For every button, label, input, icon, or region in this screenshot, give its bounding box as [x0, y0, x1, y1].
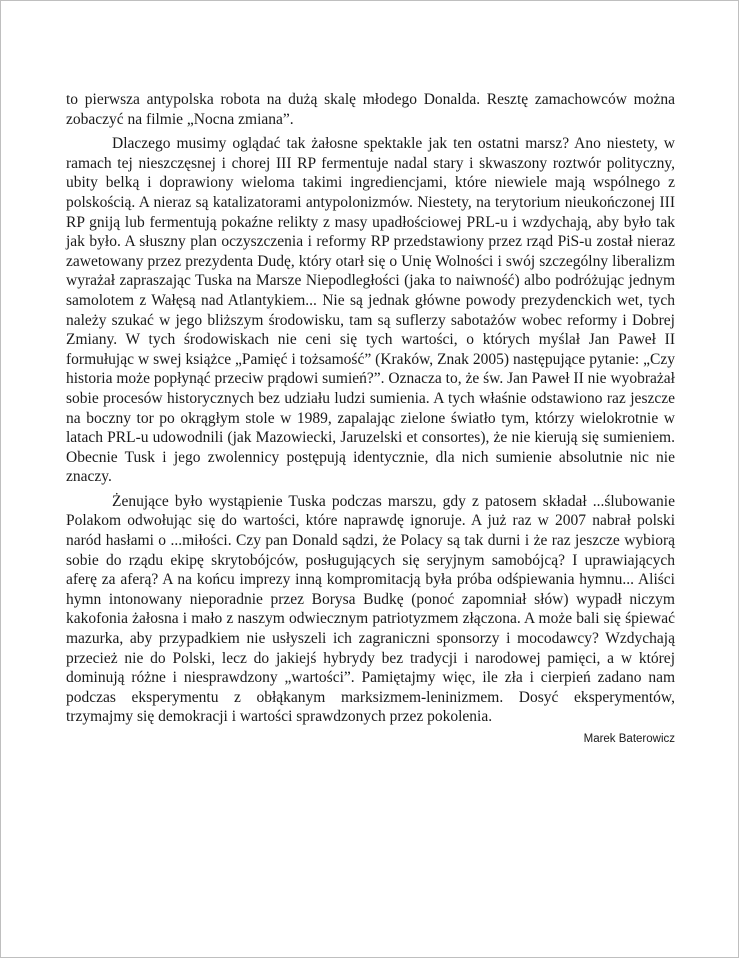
paragraph-third: Żenujące było wystąpienie Tuska podczas marszu, gdy z patosem składał ...ślubowanie Polakom odwołując się do wartości, które naprawdę ignoruje. A już raz w 2007 nabrał polski naród hasłami o ...miłości. Czy pan Donald sądzi, że Polacy są tak durni i że raz jeszcze wybiorą sobie do rządu ekipę skrytobójców, posługujących się seryjnym samobójcą? I uprawiających aferę za aferą? A na końcu imprezy inną kompromitacją była próba odśpiewania hymnu... Aliści hymn intonowany nieporadnie przez Borysa Budkę (ponoć zapomniał słów) wypadł niczym kakofonia żałosna i mało z naszym odwiecznym patriotyzmem złączona. A może bali się śpiewać mazurka, aby przypadkiem nie usłyszeli ich zagraniczni sponsorzy i mocodawcy? Wzdychają przecież nie do Polski, lecz do jakiejś hybrydy bez tradycji i narodowej pamięci, a w której dominują różne i niesprawdzony „wartości”. Pamiętajmy więc, ile zła i cierpień zadano nam podczas eksperymentu z obłąkanym marksizmem-leninizmem. Dosyć eksperymentów, trzymajmy się demokracji i wartości sprawdzonych przez pokolenia.: [66, 492, 675, 726]
document-body: [66, 90, 675, 747]
paragraph-continuation: to pierwsza antypolska robota na dużą skalę młodego Donalda. Resztę zamachowców można zobaczyć na filmie „Nocna zmiana”.: [66, 91, 675, 128]
author-signature: Marek Baterowicz: [583, 733, 675, 745]
paragraph-second: Dlaczego musimy oglądać tak żałosne spektakle jak ten ostatni marsz? Ano niestety, w ramach tej nieszczęsnej i chorej III RP fermentuje nadal stary i skwaszony roztwór polityczny, ubity belką i doprawiony wieloma takimi ingrediencjami, które niewiele mają wspólnego z polskością. A nieraz są katalizatorami antypolonizmów. Niestety, na terytorium nieukończonej III RP gniją lub fermentują pokaźne relikty z masy upadłościowej PRL-u i wzdychają, aby było tak jak było. A słuszny plan oczyszczenia i reformy RP przedstawiony przez rząd PiS-u został nieraz zawetowany przez prezydenta Dudę, który otarł się o Unię Wolności i swój szczególny liberalizm wyrażał zapraszając Tuska na Marsze Niepodległości (jaka to naiwność) albo podróżując jednym samolotem z Wałęsą nad Atlantykiem... Nie są jednak główne powody prezydenckich wet, tych należy szukać w jego bliższym środowisku, tam są suflerzy sabotażów wobec reformy i Dobrej Zmiany. W tych środowiskach nie ceni się tych wartości, o których myślał Jan Paweł II formułując w swej książce „Pamięć i tożsamość” (Kraków, Znak 2005) następujące pytanie: „Czy historia może popłynąć przeciw prądowi sumień?”. Oznacza to, że św. Jan Paweł II nie wyobrażał sobie procesów historycznych bez udziału ludzi sumienia. A tych właśnie odstawiono raz jeszcze na boczny tor po okrągłym stole w 1989, zapalając zielone światło tym, którzy wielokrotnie w latach PRL-u udowodnili (jak Mazowiecki, Jaruzelski et consortes), że nie kierują się sumieniem. Obecnie Tusk i jego zwolennicy postępują identycznie, dla nich sumienie absolutnie nic nie znaczy.: [66, 135, 675, 486]
